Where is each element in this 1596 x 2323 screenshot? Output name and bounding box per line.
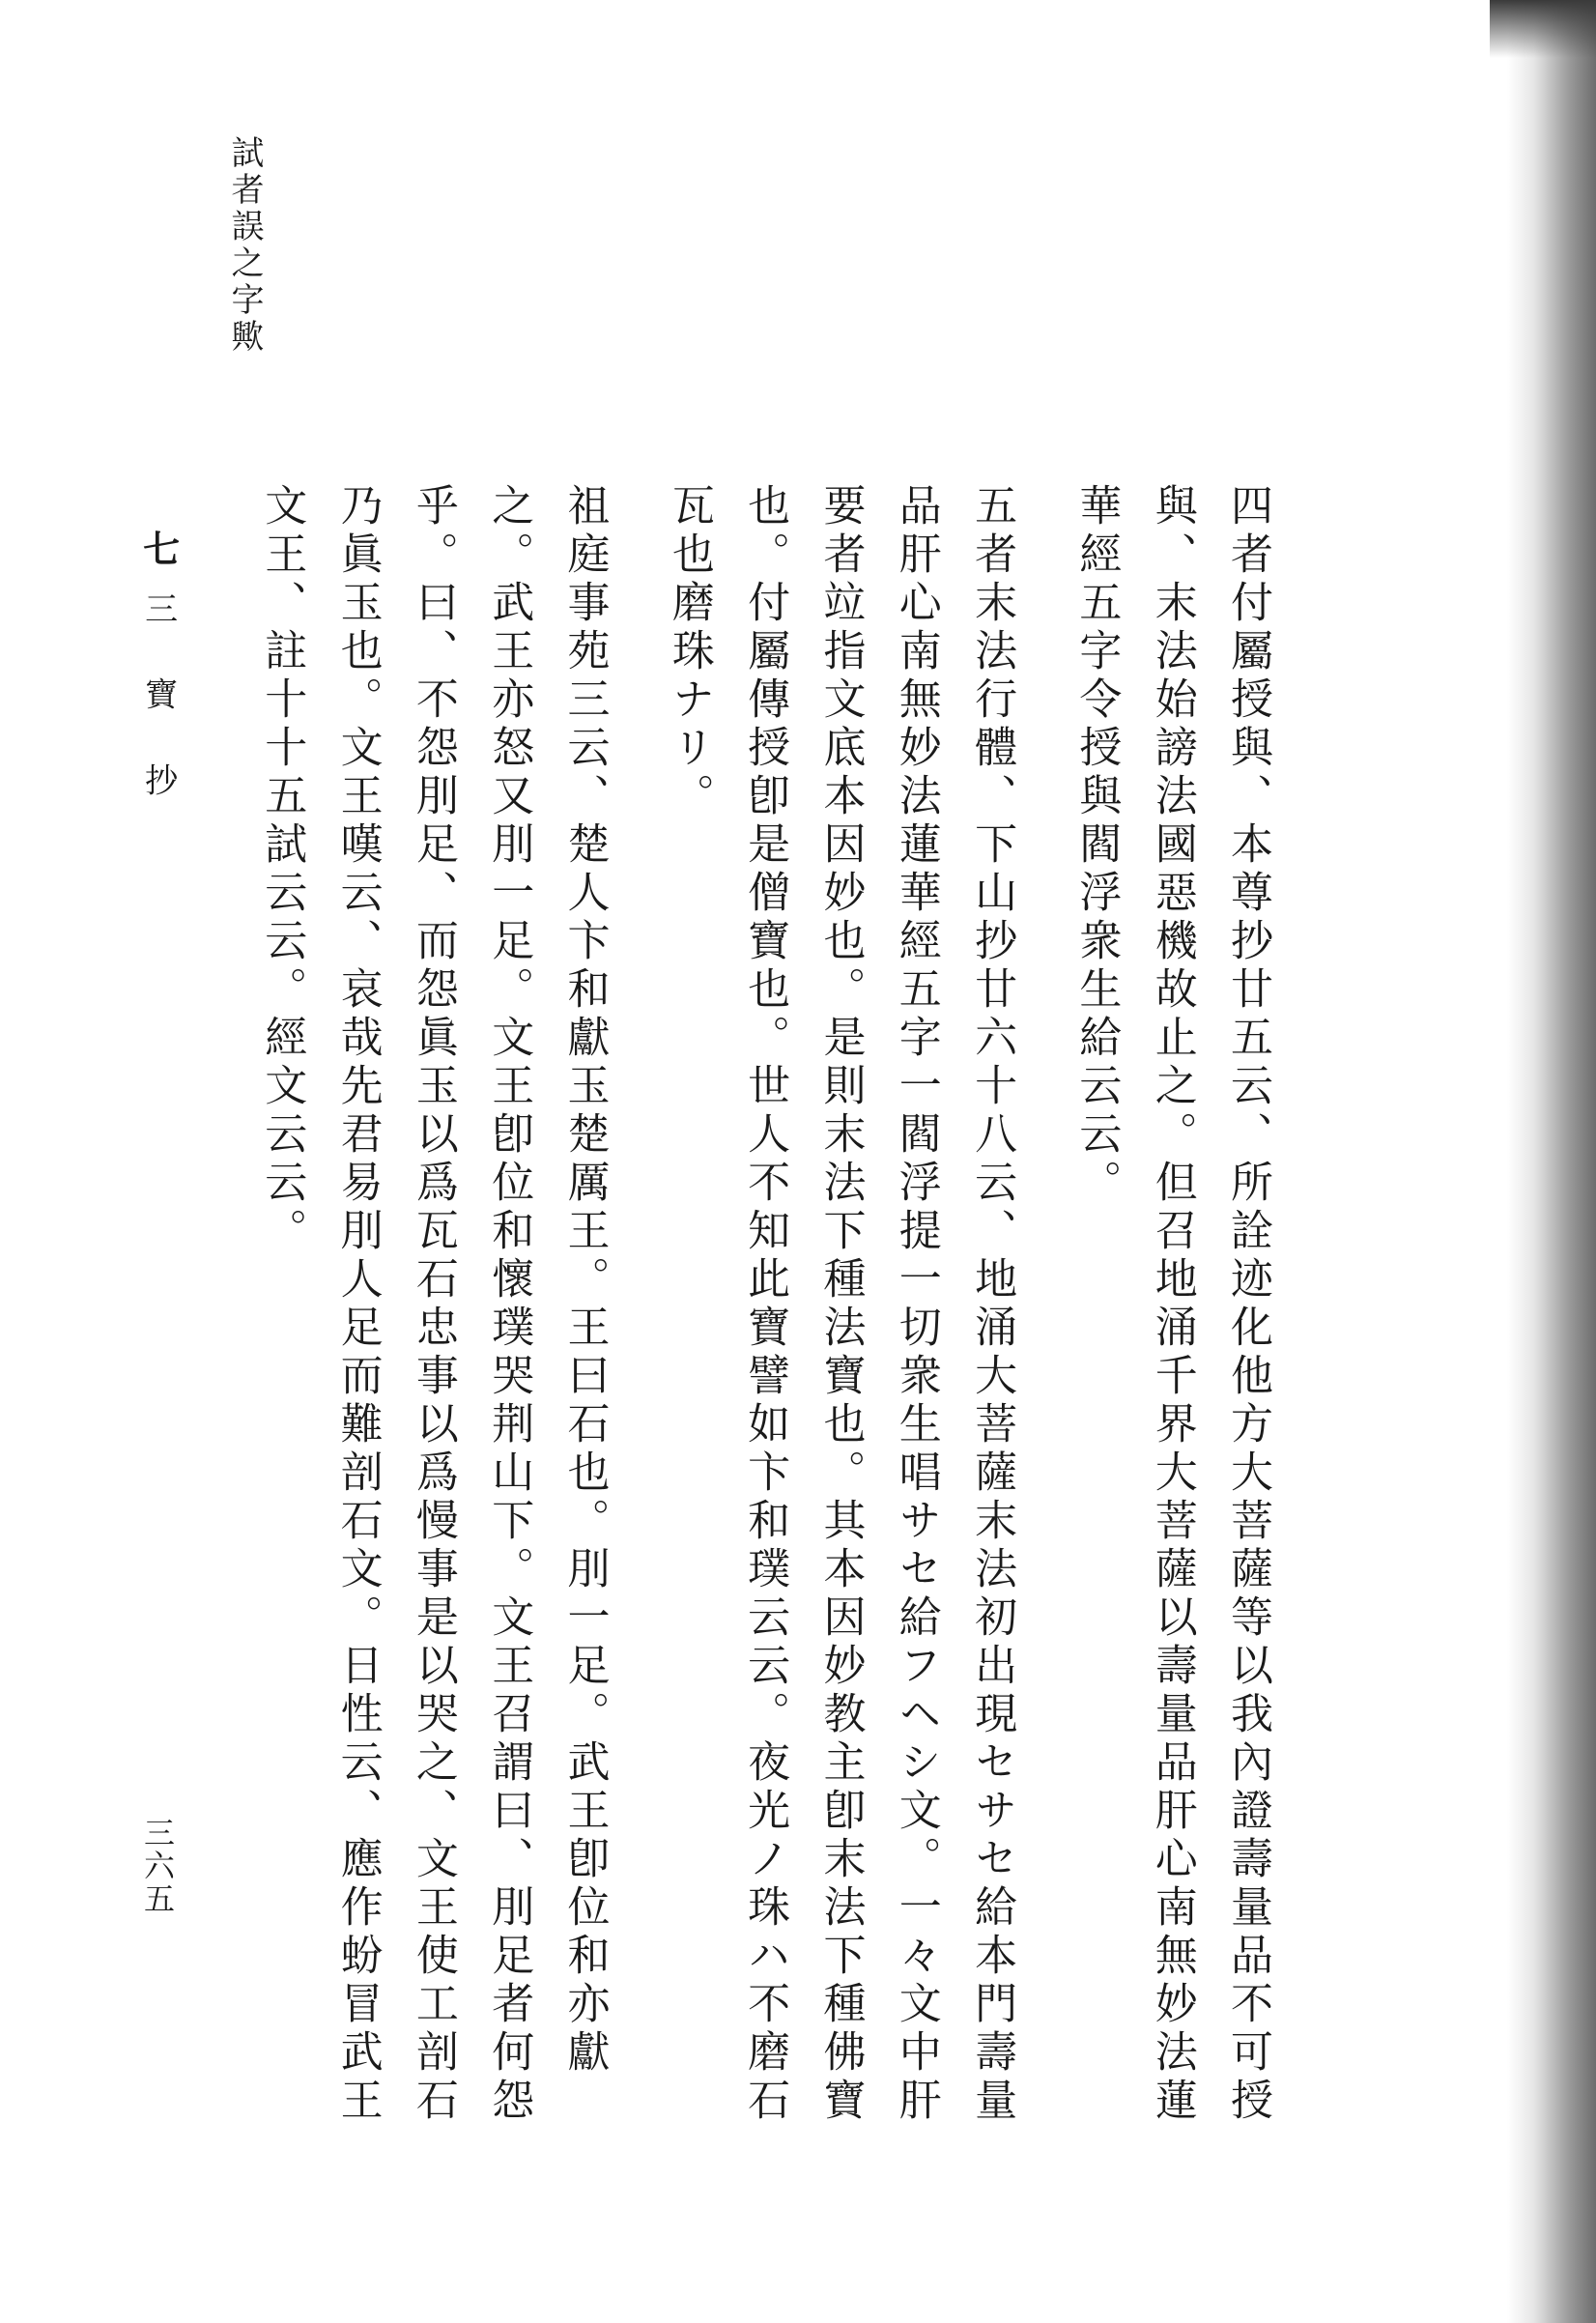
main-text <box>222 483 1285 2126</box>
page-edge-shadow <box>1507 0 1596 2323</box>
page-number: 三六五 <box>139 1817 176 1915</box>
paragraph-3: 祖庭事苑三云、楚人卞和獻玉楚厲王。王曰石也。刖一足。武王卽位和亦獻之。武王亦怒又刖一足。文王卽位和懷璞哭荆山下。文王召謂曰、刖足者何怨乎。曰、不怨刖足、而怨眞玉以爲瓦石忠事以爲慢事是以哭之、文王使工剖石乃眞玉也。文王嘆云、哀哉先君易刖人足而難剖石文。日性云、應作蚡冒武王文王、註十十五試云云。經文云云。 <box>257 483 610 2126</box>
running-title <box>135 530 180 817</box>
margin-note: 試者誤之字歟 <box>225 135 264 356</box>
paragraph-2: 五者末法行體、下山抄廿六十八云、地涌大菩薩末法初出現セサセ給本門壽量品肝心南無妙法蓮華經五字一閻浮提一切衆生唱サセ給フヘシ文。一々文中肝要者竝指文底本因妙也。是則末法下種法寶也。其本因妙教主卽末法下種佛寶也。付屬傳授卽是僧寶也。世人不知此寶譬如卞和璞云云。夜光ノ珠ハ不磨石瓦也磨珠ナリ。 <box>664 483 1017 2126</box>
chapter-number: 七 <box>136 530 180 566</box>
page-corner-shadow <box>1490 0 1596 58</box>
chapter-title: 三 寶 抄 <box>138 591 178 817</box>
paragraph-1: 四者付屬授與、本尊抄廿五云、所詮迹化他方大菩薩等以我內證壽量品不可授與、末法始謗法國惡機故止之。但召地涌千界大菩薩以壽量品肝心南無妙法蓮華經五字令授與閻浮衆生給云云。 <box>1071 483 1272 2126</box>
